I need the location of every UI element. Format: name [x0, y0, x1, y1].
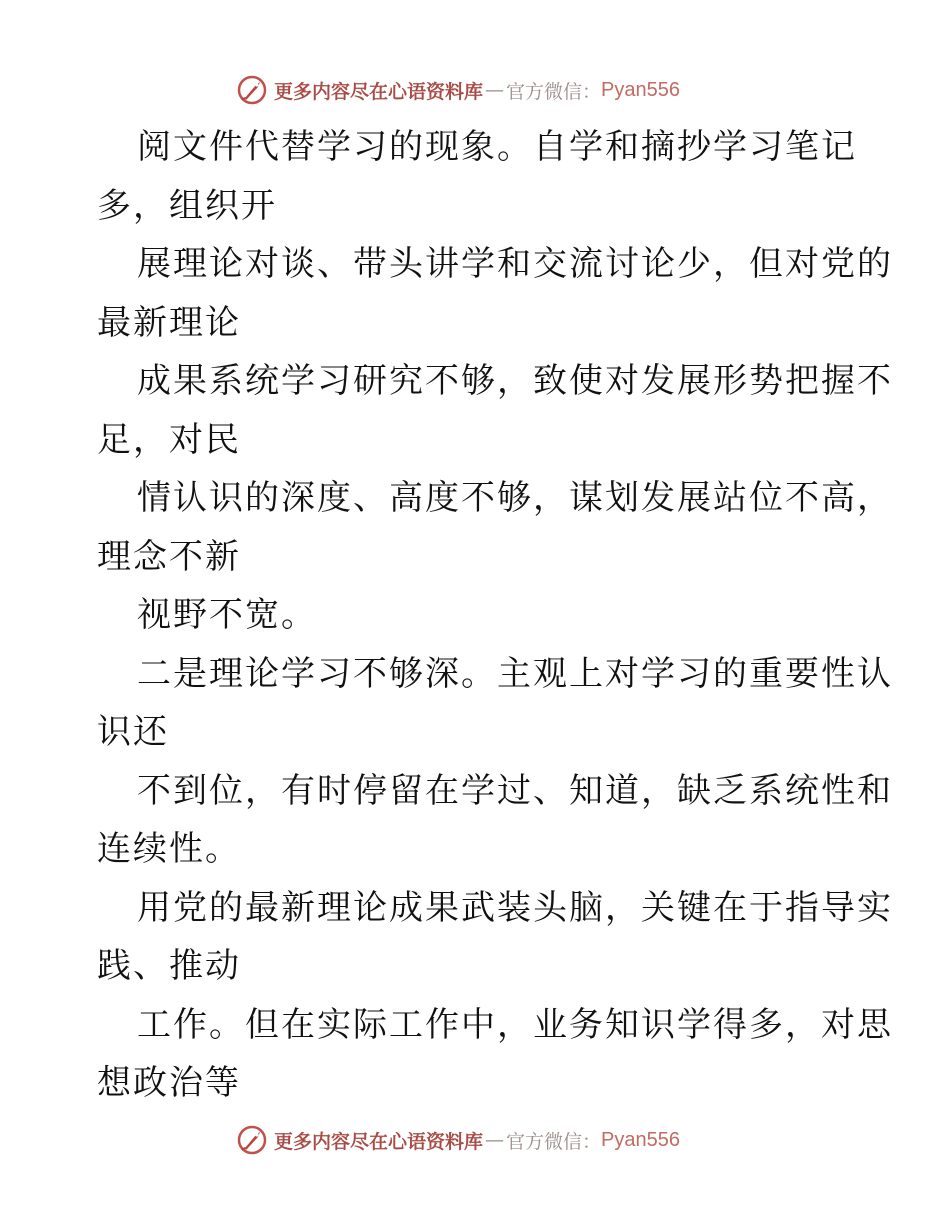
banner-wechat-label: 官方微信：: [506, 80, 602, 103]
text-line: 阅文件代替学习的现象。自学和摘抄学习笔记: [137, 127, 857, 167]
text-line: 理念不新: [97, 536, 241, 577]
banner-separator: —: [485, 1129, 505, 1151]
pen-nib-logo-icon: [236, 74, 268, 106]
text-line: 想政治等: [97, 1063, 241, 1103]
document-body: [97, 118, 893, 1113]
text-line: 足，对民: [97, 419, 241, 460]
banner-brand-text: 更多内容尽在心语资料库: [274, 80, 484, 103]
banner-brand-text: 更多内容尽在心语资料库: [274, 1130, 484, 1153]
text-line: 二是理论学习不够深。主观上对学习的重要性认: [137, 653, 893, 694]
banner-wechat-label: 官方微信：: [506, 1130, 602, 1153]
text-line: 成果系统学习研究不够，致使对发展形势把握不: [137, 361, 893, 401]
text-line: 展理论对谈、带头讲学和交流讨论少，但对党的: [137, 244, 893, 284]
banner-separator: —: [485, 79, 505, 101]
text-line: 工作。但在实际工作中，业务知识学得多，对思: [137, 1004, 893, 1045]
text-line: 不到位，有时停留在学过、知道，缺乏系统性和: [137, 770, 893, 811]
text-line: 连续性。: [97, 829, 241, 869]
header-banner: [236, 72, 680, 108]
text-line: 最新理论: [97, 302, 241, 343]
text-line: 视野不宽。: [137, 595, 317, 635]
text-line: 多，组织开: [97, 185, 277, 226]
text-line: 用党的最新理论成果武装头脑，关键在于指导实: [137, 887, 893, 928]
banner-wechat-id: Pyan556: [601, 78, 680, 101]
text-line: 践、推动: [97, 946, 241, 986]
text-line: 情认识的深度、高度不够，谋划发展站位不高，: [137, 478, 893, 518]
footer-banner: [236, 1122, 680, 1158]
text-line: 识还: [97, 712, 169, 752]
pen-nib-logo-icon: [236, 1124, 268, 1156]
banner-wechat-id: Pyan556: [601, 1128, 680, 1151]
